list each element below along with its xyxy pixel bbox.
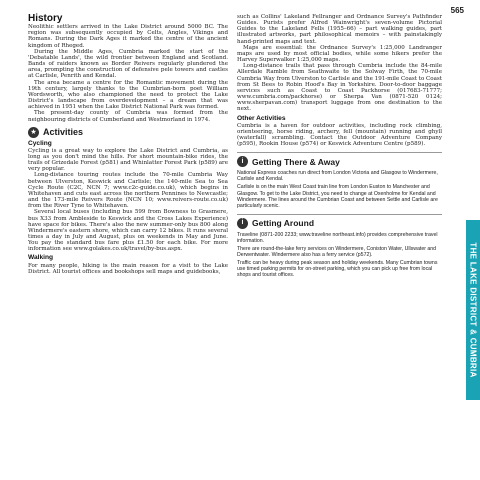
getting-around-para-3: Traffic can be heavy during peak season and holiday weekends. Many Cumbrian towns use timed parking permits for on-street parking, which you can pick up free from local shops and tourist offices.	[237, 260, 438, 279]
getting-there-body	[237, 170, 442, 209]
activities-header	[28, 127, 228, 138]
cycling-para-3: Several local buses (including bus 599 from Bowness to Grasmere, bus X33 from Ambleside to Keswick and the Cross Lakes Experience) have space for bikes. There's also the new summer-only bus 800 along Windermere's eastern shore, which can carry 12 bikes. It runs several times a day in July and August, plus on weekends in May and June. You pay the standard bus fare plus £1.50 for each bike. For more information see www.golakes.co.uk/travel/by-bus.aspx.	[28, 209, 228, 253]
right-column	[237, 14, 442, 281]
other-activities-heading: Other Activities	[237, 114, 286, 122]
getting-there-header	[237, 152, 442, 167]
cycling-para-1: Cycling is a great way to explore the Lake District and Cumbria, as long as you don't mind the hills. For short mountain-bike rides, the trails of Grizedale Forest (p581) and Whinlatter Forest Park (p589) are very popular.	[28, 147, 228, 173]
activities-icon: ★	[28, 127, 39, 138]
getting-around-body	[237, 232, 442, 279]
history-para-3: The area became a centre for the Romantic movement during the 19th century, largely thanks to the Cumbrian-born poet William Wordsworth, who also championed the need to protect the Lake District's landscape from overdevelopment – a dream that was achieved in 1951 when the Lake District National Park was formed.	[28, 79, 228, 111]
getting-there-para-2: Carlisle is on the main West Coast train line from London Euston to Manchester and Glasgow. To get to the Lake District, you need to change at Oxenholme for Kendal and Windermere. The lines around the Cumbrian Coast and between Settle and Carlisle are particularly scenic.	[237, 184, 438, 209]
getting-there-para-1: National Express coaches run direct from London Victoria and Glasgow to Windermere, Carlisle and Kendal.	[237, 170, 438, 183]
history-para-4: The present-day county of Cumbria was formed from the neighbouring districts of Cumberland and Westmorland in 1974.	[28, 110, 228, 123]
info-icon: i	[237, 156, 248, 167]
other-activities-para: Cumbria is a haven for outdoor activities, including rock climbing, orienteering, horse riding, archery, fell (mountain) running and ghyll (waterfall) scrambling. Contact the Outdoor Adventure Company (p595), Rookin House (p574) or Keswick Adventure Centre (p589).	[237, 122, 442, 148]
getting-around-para-1: Traveline (0871-200 2233; www.traveline northeast.info) provides comprehensive travel information.	[237, 231, 438, 244]
left-column	[28, 14, 228, 275]
walking-heading: Walking	[28, 254, 54, 262]
history-para-1: Neolithic settlers arrived in the Lake District around 5000 BC. The region was subsequently occupied by Celts, Angles, Vikings and Romans. During the Dark Ages it marked the centre of the ancient kingdom of Rheged.	[28, 24, 228, 49]
getting-around-para-2: There are round-the-lake ferry services on Windermere, Coniston Water, Ullswater and Derwentwater. Windermere also has a ferry service (p572).	[237, 246, 437, 259]
getting-around-heading: Getting Around	[252, 218, 315, 229]
getting-around-header	[237, 214, 442, 229]
activities-heading: Activities	[43, 127, 84, 138]
walking-cont-para-2: Maps are essential: the Ordnance Survey's 1:25,000 Landranger maps are used by most official bodies, while some hikers prefer the Harvey Superwalker 1:25,000 maps.	[237, 44, 442, 64]
info-icon: i	[237, 218, 248, 229]
history-heading: History	[28, 13, 63, 24]
walking-para-1: For many people, hiking is the main reason for a visit to the Lake District. All tourist offices and bookshops sell maps and guidebooks,	[28, 262, 228, 275]
cycling-para-2: Long-distance touring routes include the 70-mile Cumbria Way between Ulverston, Keswick and Carlisle; the 140-mile Sea to Sea Cycle Route (C2C, NCN 7; www.c2c-guide.co.uk), which begins in Whitehaven and cuts east across the northern Pennines to Newcastle; and the 173-mile Reivers Route (NCN 10; www.reivers-route.co.uk) from the River Tyne to Whitehaven.	[28, 172, 228, 210]
getting-there-heading: Getting There & Away	[252, 156, 340, 167]
walking-cont-para-3: Long-distance trails that pass through Cumbria include the 84-mile Allerdale Ramble from Seathwaite to the Solway Firth, the 70-mile Cumbria Way from Ulverston to Carlisle and the 191-mile Coast to Coast from St Bees to Robin Hood's Bay in Yorkshire. Door-to-door baggage services such as Coast to Coast Packhorse (017683-71777; www.cumbria.com/packhorse) or Sherpa Van (0871-520 0124; www.sherpavan.com) transport luggage from one destination to the next.	[237, 63, 443, 113]
chapter-side-tab	[466, 220, 480, 400]
chapter-side-tab-label: THE LAKE DISTRICT & CUMBRIA	[468, 242, 478, 378]
page-number: 565	[450, 6, 464, 15]
walking-cont-para-1: such as Collins' Lakeland Fellranger and Ordnance Survey's Pathfinder Guides. Purists prefer Alfred Wainwright's seven-volume Pictorial Guides to the Lakeland Fells (1955–66) – part walking guides, part illustrated artworks, part philosophical memoirs – with painstakingly hand-printed maps and text.	[237, 14, 442, 45]
cycling-heading: Cycling	[28, 139, 52, 147]
history-para-2: During the Middle Ages, Cumbria marked the start of the 'Debatable Lands', the wild frontier between England and Scotland. Bands of raiders known as Border Reivers regularly plundered the area, prompting the construction of defensive pele towers and castles at Carlisle, Penrith and Kendal.	[28, 48, 228, 80]
